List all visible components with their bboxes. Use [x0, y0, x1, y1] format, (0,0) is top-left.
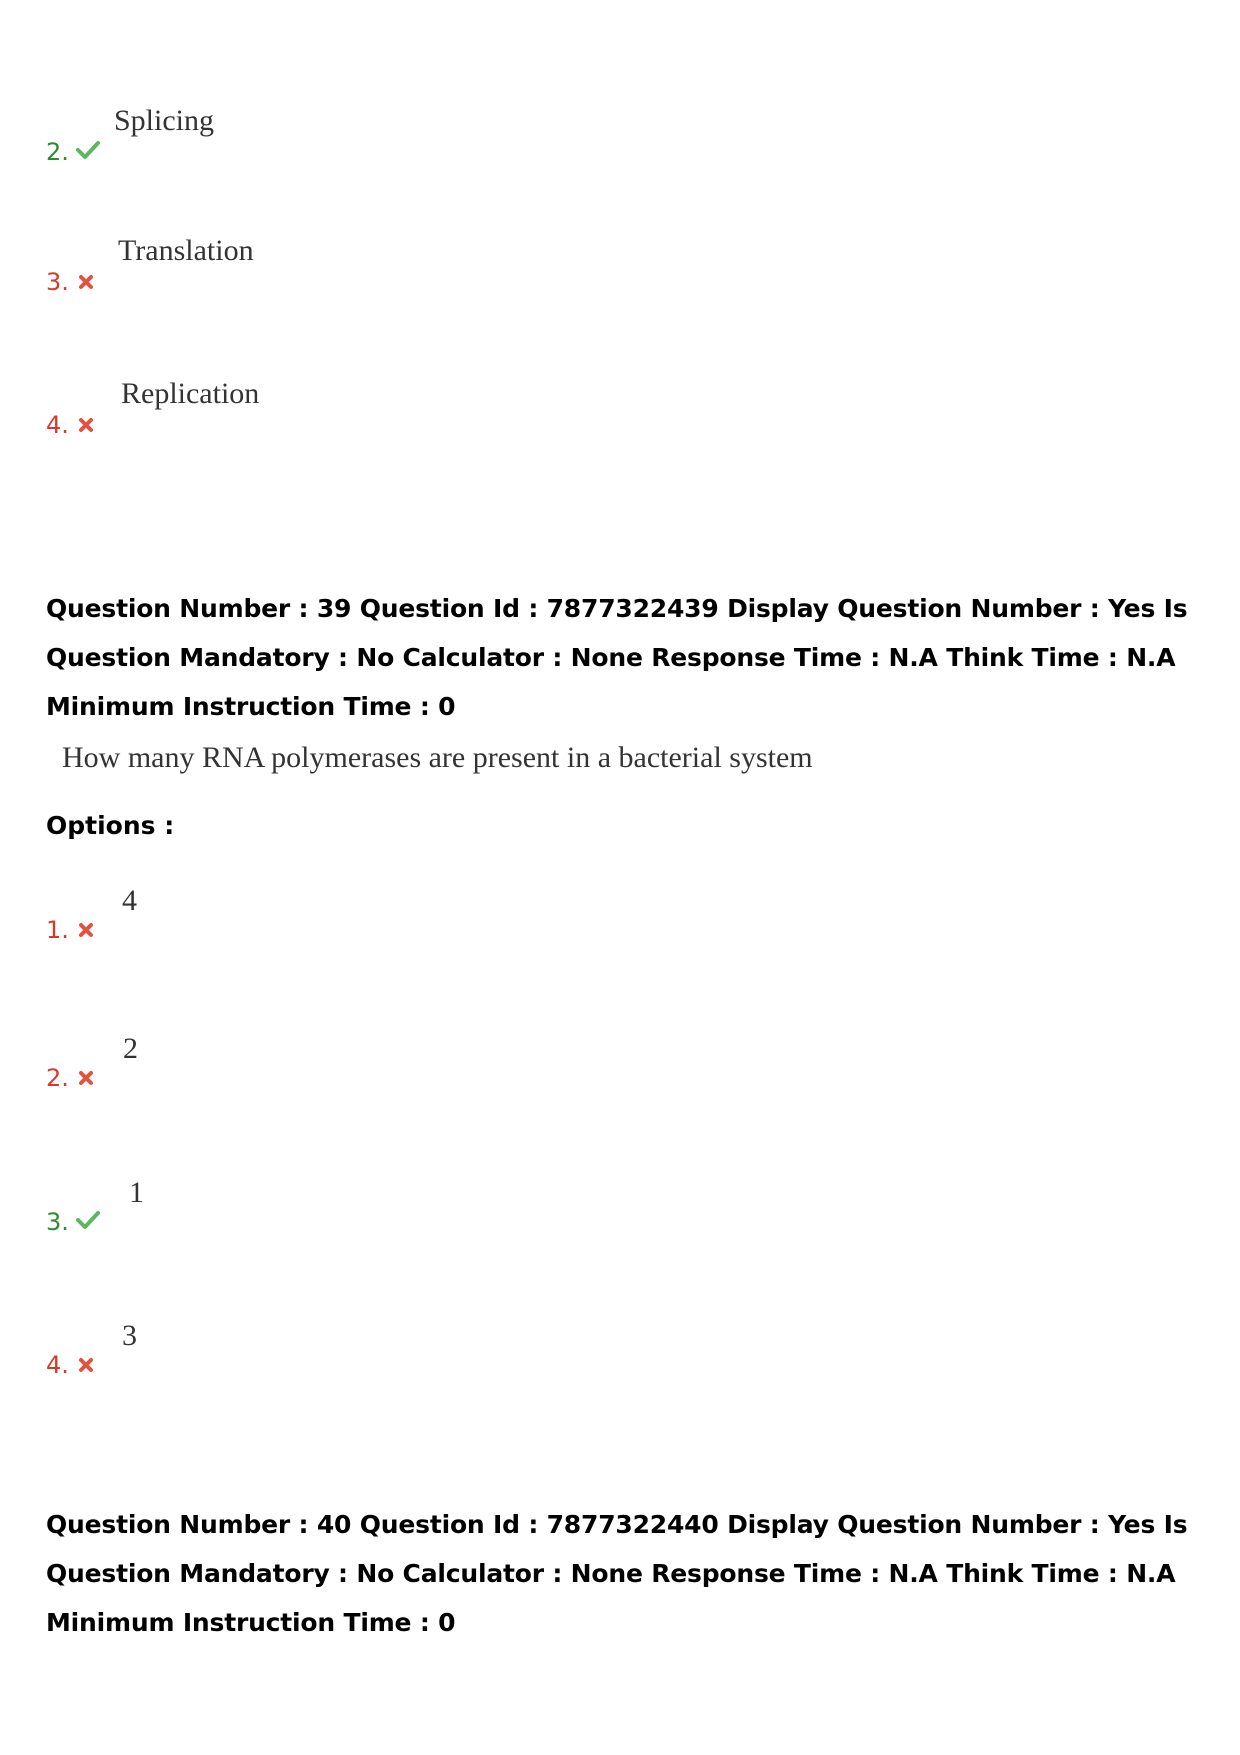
options-label: Options :	[46, 811, 175, 840]
option-number: 1.	[46, 916, 69, 944]
option-item	[46, 1032, 646, 1106]
option-item	[46, 1319, 646, 1393]
option-text: 1	[129, 1176, 144, 1209]
option-text: Translation	[118, 234, 254, 267]
option-item	[46, 377, 646, 453]
check-icon	[76, 140, 100, 160]
cross-icon	[78, 922, 94, 938]
question-meta: Question Number : 39 Question Id : 7877322439 Display Question Number : Yes Is Question Mandatory : No Calculator : None Response Time : N.A Think Time : N.A Minimum Instruction Time : 0	[46, 594, 1188, 721]
option-item	[46, 884, 646, 958]
option-number: 2.	[46, 138, 69, 166]
cross-icon	[78, 274, 94, 290]
option-number: 2.	[46, 1064, 69, 1092]
cross-icon	[78, 417, 94, 433]
option-text: 2	[123, 1032, 138, 1065]
option-number: 3.	[46, 1208, 69, 1236]
cross-icon	[78, 1070, 94, 1086]
question-text: How many RNA polymerases are present in a bacterial system	[62, 741, 813, 774]
option-number: 4.	[46, 411, 69, 439]
option-item	[46, 1176, 646, 1250]
question-meta: Question Number : 40 Question Id : 7877322440 Display Question Number : Yes Is Question Mandatory : No Calculator : None Response Time : N.A Think Time : N.A Minimum Instruction Time : 0	[46, 1510, 1188, 1637]
option-text: 3	[122, 1319, 137, 1352]
cross-icon	[78, 1357, 94, 1373]
check-icon	[76, 1210, 100, 1230]
option-number: 4.	[46, 1351, 69, 1379]
option-item	[46, 104, 646, 180]
option-item	[46, 234, 646, 310]
option-text: 4	[122, 884, 137, 917]
option-number: 3.	[46, 268, 69, 296]
option-text: Replication	[121, 377, 260, 410]
option-text: Splicing	[114, 104, 215, 137]
